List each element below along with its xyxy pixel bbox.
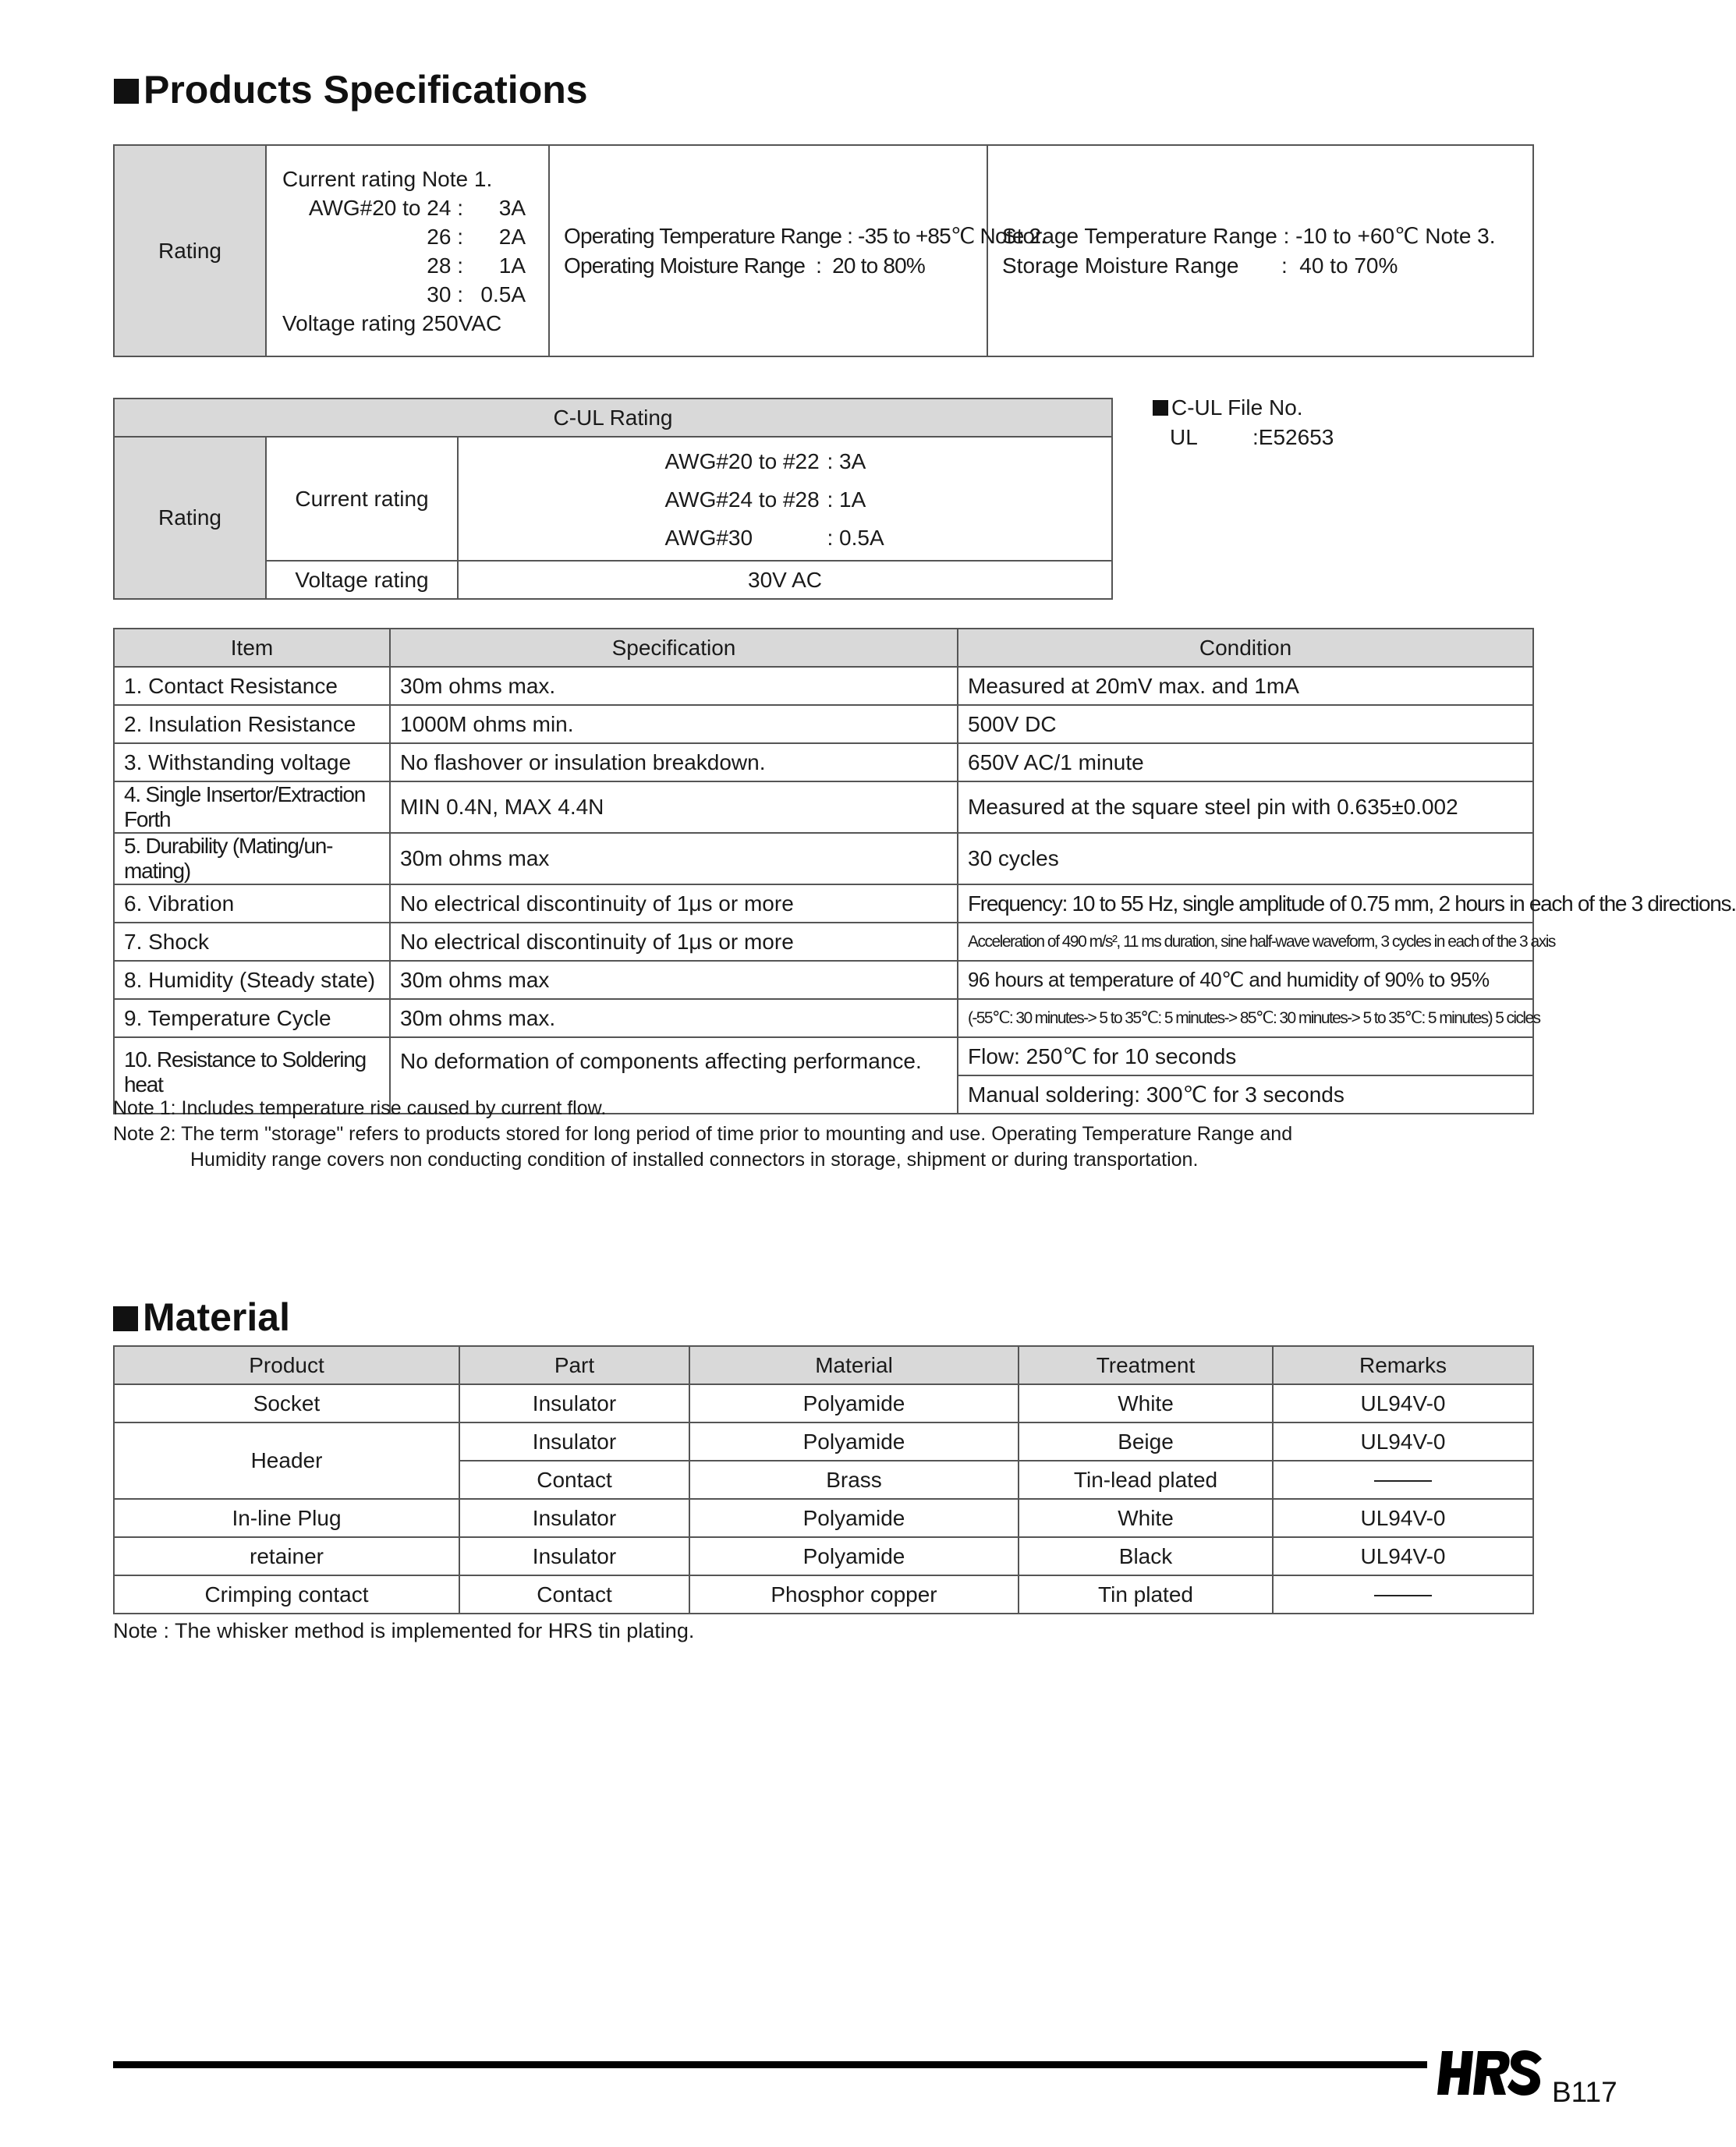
dash-line-icon [1374, 1595, 1432, 1596]
note-2: Note 2: The term "storage" refers to products stored for long period of time prior to mounting and use. Operating Temperature Range and [113, 1123, 1293, 1145]
cul-current: : 0.5A [827, 526, 884, 550]
cul-current-item [459, 442, 1111, 480]
hrs-logo-icon [1437, 2048, 1545, 2098]
cul-file-title: C-UL File No. [1171, 395, 1303, 420]
cond-text: 96 hours at temperature of 40℃ and humidity of 90% to 95% [968, 968, 1490, 991]
spec-cell [390, 705, 958, 743]
part-cell [459, 1499, 689, 1537]
product-cell [114, 1537, 459, 1575]
remarks-text: UL94V-0 [1360, 1391, 1446, 1415]
spec-header-specification [390, 629, 958, 667]
cul-voltage-value-cell [458, 561, 1112, 599]
spec-text: No electrical discontinuity of 1μs or more [400, 929, 794, 954]
product-text: Socket [253, 1391, 321, 1415]
item-text: 3. Withstanding voltage [124, 749, 352, 774]
item-cell [114, 705, 390, 743]
cul-file-title-line [1153, 393, 1334, 423]
treatment-cell [1019, 1384, 1273, 1422]
cond-cell [958, 781, 1533, 833]
part-cell [459, 1461, 689, 1499]
spec-text: MIN 0.4N, MAX 4.4N [400, 795, 604, 819]
treatment-cell [1019, 1537, 1273, 1575]
product-cell [114, 1422, 459, 1499]
item-cell [114, 884, 390, 923]
awg-row [282, 280, 548, 309]
cul-voltage-label-cell [266, 561, 458, 599]
header-condition: Condition [1199, 635, 1292, 660]
material-text: Polyamide [802, 1543, 905, 1568]
product-text: Crimping contact [204, 1582, 369, 1607]
header-item: Item [230, 635, 274, 660]
remarks-cell [1273, 1422, 1533, 1461]
item-text: 8. Humidity (Steady state) [124, 967, 376, 992]
material-cell [689, 1461, 1019, 1499]
table-row [114, 781, 1533, 833]
awg-value: 1A [498, 253, 526, 278]
remarks-cell [1273, 1575, 1533, 1614]
part-cell [459, 1384, 689, 1422]
spec-text: 30m ohms max. [400, 673, 556, 698]
current-rating-cell [266, 145, 549, 356]
footer-rule [113, 2061, 1427, 2068]
cul-awg: AWG#24 to #28 [664, 487, 820, 512]
part-text: Insulator [532, 1429, 617, 1454]
specification-table [113, 628, 1736, 1114]
spec-text: 30m ohms max [400, 967, 550, 992]
treatment-cell [1019, 1422, 1273, 1461]
storage-range-cell [987, 145, 1533, 356]
cond-cell [958, 923, 1555, 961]
spec-header-item [114, 629, 390, 667]
awg-row [282, 193, 548, 222]
remarks-cell [1273, 1537, 1533, 1575]
product-text: retainer [250, 1543, 324, 1568]
cul-current-item [459, 519, 1111, 557]
item-cell [114, 999, 390, 1037]
product-text: Header [250, 1448, 323, 1472]
table-row [114, 999, 1533, 1037]
part-text: Insulator [532, 1543, 617, 1568]
item-text: 1. Contact Resistance [124, 673, 338, 698]
material-label: Material [143, 1295, 290, 1339]
cond-text: Measured at 20mV max. and 1mA [968, 673, 1299, 698]
treatment-text: Beige [1118, 1429, 1174, 1454]
cul-current-label: Current rating [295, 486, 429, 511]
storage-moisture: Storage Moisture Range : 40 to 70% [1002, 253, 1398, 278]
treatment-cell [1019, 1499, 1273, 1537]
table-row [114, 1037, 1533, 1075]
material-note: Note : The whisker method is implemented for HRS tin plating. [113, 1619, 695, 1642]
item-cell [114, 961, 390, 999]
item-cell [114, 923, 390, 961]
spec-text: 30m ohms max [400, 846, 550, 870]
cul-awg: AWG#20 to #22 [664, 449, 820, 473]
header-product: Product [249, 1352, 324, 1377]
product-cell [114, 1499, 459, 1537]
cul-rating-label-cell [114, 437, 266, 599]
table-row [114, 1499, 1533, 1537]
cul-file-info [1153, 393, 1334, 452]
storage-temperature: Storage Temperature Range : -10 to +60℃ Note 3. [1002, 223, 1496, 248]
spec-cell [390, 884, 958, 923]
part-text: Contact [537, 1582, 612, 1607]
material-text: Polyamide [802, 1505, 905, 1530]
remarks-text: UL94V-0 [1360, 1429, 1446, 1454]
cond-text: (-55℃: 30 minutes-> 5 to 35℃: 5 minutes-> 85℃: 30 minutes-> 5 to 35℃: 5 minutes) 5 cicles [968, 1009, 1540, 1027]
material-title [113, 1295, 290, 1340]
mat-header-treatment [1019, 1346, 1273, 1384]
cond-text: Measured at the square steel pin with 0.635±0.002 [968, 795, 1458, 819]
cul-title: C-UL Rating [553, 405, 673, 430]
item-text: 2. Insulation Resistance [124, 711, 356, 736]
treatment-text: White [1118, 1391, 1174, 1415]
treatment-text: Tin-lead plated [1073, 1467, 1218, 1492]
mat-header-product [114, 1346, 459, 1384]
table-row [114, 1575, 1533, 1614]
awg-value: 2A [498, 224, 526, 249]
treatment-cell [1019, 1575, 1273, 1614]
header-treatment: Treatment [1096, 1352, 1196, 1377]
cond-text: 500V DC [968, 711, 1057, 736]
table-row [114, 884, 1533, 923]
cond-cell [958, 705, 1533, 743]
remarks-text: UL94V-0 [1360, 1543, 1446, 1568]
material-text: Polyamide [802, 1429, 905, 1454]
spec-cell [390, 833, 958, 884]
cond-text: Manual soldering: 300℃ for 3 seconds [968, 1082, 1345, 1107]
product-cell [114, 1575, 459, 1614]
dash-line-icon [1374, 1480, 1432, 1482]
header-specification: Specification [611, 635, 736, 660]
awg-label: 26 : [427, 224, 463, 249]
spec-cell [390, 961, 958, 999]
operating-moisture: Operating Moisture Range : 20 to 80% [564, 253, 925, 278]
treatment-cell [1019, 1461, 1273, 1499]
cond-cell [958, 1075, 1533, 1114]
voltage-rating: Voltage rating 250VAC [282, 310, 502, 335]
item-text: 7. Shock [124, 929, 209, 954]
material-cell [689, 1537, 1019, 1575]
item-cell [114, 833, 390, 884]
cul-current: : 3A [827, 449, 866, 473]
cond-cell [958, 961, 1533, 999]
part-text: Contact [537, 1467, 612, 1492]
part-cell [459, 1422, 689, 1461]
treatment-text: Tin plated [1098, 1582, 1193, 1607]
cond-text: 650V AC/1 minute [968, 749, 1144, 774]
operating-range-cell [549, 145, 1047, 356]
awg-label: 28 : [427, 253, 463, 278]
mat-header-part [459, 1346, 689, 1384]
item-cell [114, 667, 390, 705]
products-specifications-label: Products Specifications [143, 68, 588, 112]
cond-text: 30 cycles [968, 846, 1059, 870]
cul-current-values-cell [458, 437, 1112, 561]
remarks-cell [1273, 1461, 1533, 1499]
product-cell [114, 1384, 459, 1422]
material-text: Phosphor copper [771, 1582, 937, 1607]
page-number: B117 [1552, 2076, 1617, 2108]
part-cell [459, 1575, 689, 1614]
spec-cell [390, 999, 958, 1037]
material-cell [689, 1422, 1019, 1461]
header-remarks: Remarks [1359, 1352, 1447, 1377]
table-row [114, 1384, 1533, 1422]
rating-header-cell [114, 145, 266, 356]
material-cell [689, 1575, 1019, 1614]
cond-cell [958, 999, 1540, 1037]
item-text: 10. Resistance to Soldering heat [124, 1047, 367, 1097]
item-text: 9. Temperature Cycle [124, 1005, 331, 1030]
cond-cell [958, 667, 1533, 705]
remarks-text: UL94V-0 [1360, 1505, 1446, 1530]
cul-file-number-line [1153, 423, 1334, 452]
square-bullet-icon [113, 1306, 138, 1331]
item-cell [114, 781, 390, 833]
cul-current-item [459, 480, 1111, 519]
material-cell [689, 1499, 1019, 1537]
header-part: Part [554, 1352, 595, 1377]
table-row [114, 961, 1533, 999]
spec-cell [390, 743, 958, 781]
cul-rating-label: Rating [158, 505, 221, 530]
treatment-text: White [1118, 1505, 1174, 1530]
spec-text: No electrical discontinuity of 1μs or more [400, 891, 794, 916]
awg-value: 3A [498, 195, 526, 220]
rating-table [113, 144, 1534, 357]
cond-cell [958, 1037, 1533, 1075]
cul-rating-table [113, 398, 1113, 600]
square-bullet-icon [114, 79, 139, 104]
cul-voltage-label: Voltage rating [295, 567, 429, 592]
spec-text: 1000M ohms min. [400, 711, 574, 736]
square-bullet-icon [1153, 400, 1168, 416]
mat-header-material [689, 1346, 1019, 1384]
hrs-logo [1437, 2048, 1545, 2102]
table-row [114, 833, 1533, 884]
table-row [114, 667, 1533, 705]
material-text: Polyamide [802, 1391, 905, 1415]
table-row [114, 1422, 1533, 1461]
table-row [114, 923, 1533, 961]
part-cell [459, 1537, 689, 1575]
table-row [114, 743, 1533, 781]
cond-cell [958, 833, 1533, 884]
cul-file-number: :E52653 [1252, 425, 1334, 449]
product-text: In-line Plug [232, 1505, 342, 1530]
rating-header: Rating [158, 238, 221, 263]
operating-temperature: Operating Temperature Range : -35 to +85℃ Note 2. [564, 223, 1047, 248]
cond-text: Flow: 250℃ for 10 seconds [968, 1044, 1237, 1068]
cul-voltage-value: 30V AC [748, 567, 822, 592]
spec-text: No deformation of components affecting performance. [400, 1049, 922, 1073]
material-table [113, 1345, 1534, 1614]
material-cell [689, 1384, 1019, 1422]
current-rating-title: Current rating Note 1. [282, 166, 493, 191]
spec-cell [390, 781, 958, 833]
spec-cell [390, 923, 958, 961]
cul-awg: AWG#30 [664, 526, 753, 550]
awg-row [282, 251, 548, 280]
cond-cell [958, 884, 1736, 923]
note-1: Note 1: Includes temperature rise caused by current flow. [113, 1097, 607, 1119]
header-material: Material [815, 1352, 893, 1377]
table-row [114, 1537, 1533, 1575]
cul-file-ul: UL [1170, 425, 1198, 449]
spec-header-condition [958, 629, 1533, 667]
cond-text: Frequency: 10 to 55 Hz, single amplitude of 0.75 mm, 2 hours in each of the 3 directions. [968, 891, 1736, 916]
note-2-continued: Humidity range covers non conducting condition of installed connectors in storage, shipment or during transportation. [190, 1149, 1199, 1171]
awg-label: 30 : [427, 282, 463, 306]
item-text: 4. Single Insertor/Extraction Forth [124, 782, 366, 831]
part-text: Insulator [532, 1505, 617, 1530]
item-text: 5. Durability (Mating/un-mating) [124, 834, 333, 883]
products-specifications-title [114, 67, 588, 112]
cond-text: Acceleration of 490 m/s², 11 ms duration, sine half-wave waveform, 3 cycles in each of the 3 axis [968, 932, 1555, 951]
item-text: 6. Vibration [124, 891, 235, 916]
remarks-cell [1273, 1384, 1533, 1422]
material-text: Brass [826, 1467, 882, 1492]
awg-row [282, 222, 548, 251]
cul-title-cell [114, 399, 1112, 437]
spec-text: 30m ohms max. [400, 1005, 556, 1030]
cond-cell [958, 743, 1533, 781]
part-text: Insulator [532, 1391, 617, 1415]
item-cell [114, 743, 390, 781]
awg-value: 0.5A [480, 282, 526, 306]
awg-label: AWG#20 to 24 : [308, 195, 463, 220]
spec-cell [390, 667, 958, 705]
cul-current: : 1A [827, 487, 866, 512]
spec-text: No flashover or insulation breakdown. [400, 749, 766, 774]
table-row [114, 705, 1533, 743]
remarks-cell [1273, 1499, 1533, 1537]
cul-current-label-cell [266, 437, 458, 561]
treatment-text: Black [1118, 1543, 1173, 1568]
mat-header-remarks [1273, 1346, 1533, 1384]
